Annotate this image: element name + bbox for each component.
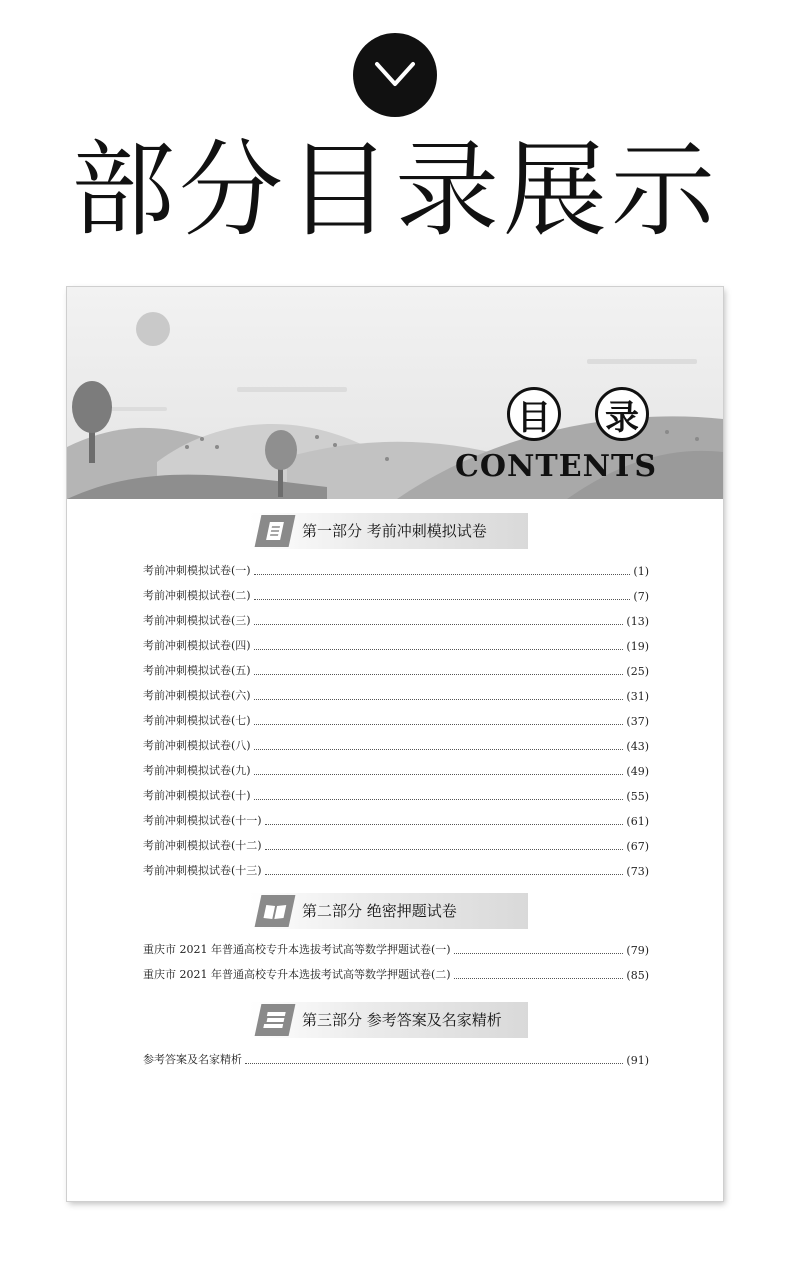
toc-entry-title: 考前冲刺模拟试卷(十一) bbox=[143, 814, 262, 827]
toc-entry-title: 重庆市 2021 年普通高校专升本选拔考试高等数学押题试卷(二) bbox=[143, 968, 451, 981]
section-title: 第二部分 绝密押题试卷 bbox=[302, 902, 457, 920]
notebook-icon bbox=[255, 515, 296, 547]
toc-entry-title: 考前冲刺模拟试卷(二) bbox=[143, 589, 251, 602]
toc-entry[interactable] bbox=[143, 803, 649, 828]
leader-dots bbox=[254, 773, 624, 775]
toc-entry-page: (25) bbox=[626, 665, 649, 678]
toc-entry-title: 考前冲刺模拟试卷(九) bbox=[143, 764, 251, 777]
toc-entry-page: (79) bbox=[626, 944, 649, 957]
leader-dots bbox=[454, 952, 624, 954]
toc-entry-page: (43) bbox=[626, 740, 649, 753]
leader-dots bbox=[245, 1062, 623, 1064]
leader-dots bbox=[254, 623, 624, 625]
toc-entry[interactable] bbox=[143, 778, 649, 803]
section-header-2 bbox=[250, 893, 528, 929]
toc-list-3 bbox=[143, 1042, 649, 1067]
toc-entry-title: 考前冲刺模拟试卷(八) bbox=[143, 739, 251, 752]
toc-entry[interactable] bbox=[143, 703, 649, 728]
toc-entry-title: 考前冲刺模拟试卷(一) bbox=[143, 564, 251, 577]
leader-dots bbox=[254, 723, 624, 725]
toc-entry-page: (1) bbox=[633, 565, 649, 578]
toc-entry-page: (37) bbox=[626, 715, 649, 728]
page-heading: 部分目录展示 bbox=[70, 129, 719, 251]
toc-entry-page: (55) bbox=[626, 790, 649, 803]
toc-entry-title: 考前冲刺模拟试卷(五) bbox=[143, 664, 251, 677]
title-char-2: 录 bbox=[595, 387, 649, 441]
leader-dots bbox=[265, 823, 624, 825]
leader-dots bbox=[265, 848, 624, 850]
toc-entry[interactable] bbox=[143, 578, 649, 603]
title-char-1: 目 bbox=[507, 387, 561, 441]
toc-entry[interactable] bbox=[143, 853, 649, 878]
toc-entry[interactable] bbox=[143, 1042, 649, 1067]
leader-dots bbox=[254, 598, 631, 600]
toc-entry-title: 考前冲刺模拟试卷(十二) bbox=[143, 839, 262, 852]
toc-entry-title: 考前冲刺模拟试卷(六) bbox=[143, 689, 251, 702]
contents-banner bbox=[67, 287, 723, 499]
toc-entry-page: (49) bbox=[626, 765, 649, 778]
toc-entry-page: (13) bbox=[626, 615, 649, 628]
toc-list-2 bbox=[143, 932, 649, 982]
book-page bbox=[67, 287, 723, 1201]
toc-entry-page: (73) bbox=[626, 865, 649, 878]
toc-entry-page: (7) bbox=[633, 590, 649, 603]
contents-english-title: CONTENTS bbox=[455, 449, 658, 484]
toc-entry[interactable] bbox=[143, 653, 649, 678]
toc-entry-page: (67) bbox=[626, 840, 649, 853]
toc-entry[interactable] bbox=[143, 932, 649, 957]
toc-entry[interactable] bbox=[143, 553, 649, 578]
book-stack-icon bbox=[255, 1004, 296, 1036]
toc-entry[interactable] bbox=[143, 678, 649, 703]
toc-entry-title: 考前冲刺模拟试卷(十) bbox=[143, 789, 251, 802]
toc-entry[interactable] bbox=[143, 728, 649, 753]
toc-entry-page: (19) bbox=[626, 640, 649, 653]
contents-title bbox=[507, 387, 649, 441]
leader-dots bbox=[254, 748, 624, 750]
toc-entry[interactable] bbox=[143, 957, 649, 982]
chevron-badge bbox=[353, 33, 437, 117]
toc-entry-page: (61) bbox=[626, 815, 649, 828]
toc-entry-title: 考前冲刺模拟试卷(三) bbox=[143, 614, 251, 627]
toc-list-1 bbox=[143, 553, 649, 878]
toc-entry-title: 考前冲刺模拟试卷(十三) bbox=[143, 864, 262, 877]
toc-entry[interactable] bbox=[143, 828, 649, 853]
leader-dots bbox=[454, 977, 624, 979]
section-header-3 bbox=[250, 1002, 528, 1038]
leader-dots bbox=[265, 873, 624, 875]
toc-entry-page: (85) bbox=[626, 969, 649, 982]
leader-dots bbox=[254, 573, 631, 575]
toc-entry-title: 考前冲刺模拟试卷(四) bbox=[143, 639, 251, 652]
leader-dots bbox=[254, 648, 624, 650]
section-title: 第三部分 参考答案及名家精析 bbox=[302, 1011, 502, 1029]
toc-entry-title: 参考答案及名家精析 bbox=[143, 1053, 242, 1066]
toc-entry[interactable] bbox=[143, 753, 649, 778]
section-title: 第一部分 考前冲刺模拟试卷 bbox=[302, 522, 487, 540]
toc-entry-title: 考前冲刺模拟试卷(七) bbox=[143, 714, 251, 727]
leader-dots bbox=[254, 698, 624, 700]
section-header-1 bbox=[250, 513, 528, 549]
toc-entry[interactable] bbox=[143, 628, 649, 653]
chevron-down-icon bbox=[373, 60, 417, 90]
leader-dots bbox=[254, 673, 624, 675]
open-book-icon bbox=[255, 895, 296, 927]
toc-entry-title: 重庆市 2021 年普通高校专升本选拔考试高等数学押题试卷(一) bbox=[143, 943, 451, 956]
toc-entry-page: (91) bbox=[626, 1054, 649, 1067]
toc-entry-page: (31) bbox=[626, 690, 649, 703]
toc-entry[interactable] bbox=[143, 603, 649, 628]
leader-dots bbox=[254, 798, 624, 800]
